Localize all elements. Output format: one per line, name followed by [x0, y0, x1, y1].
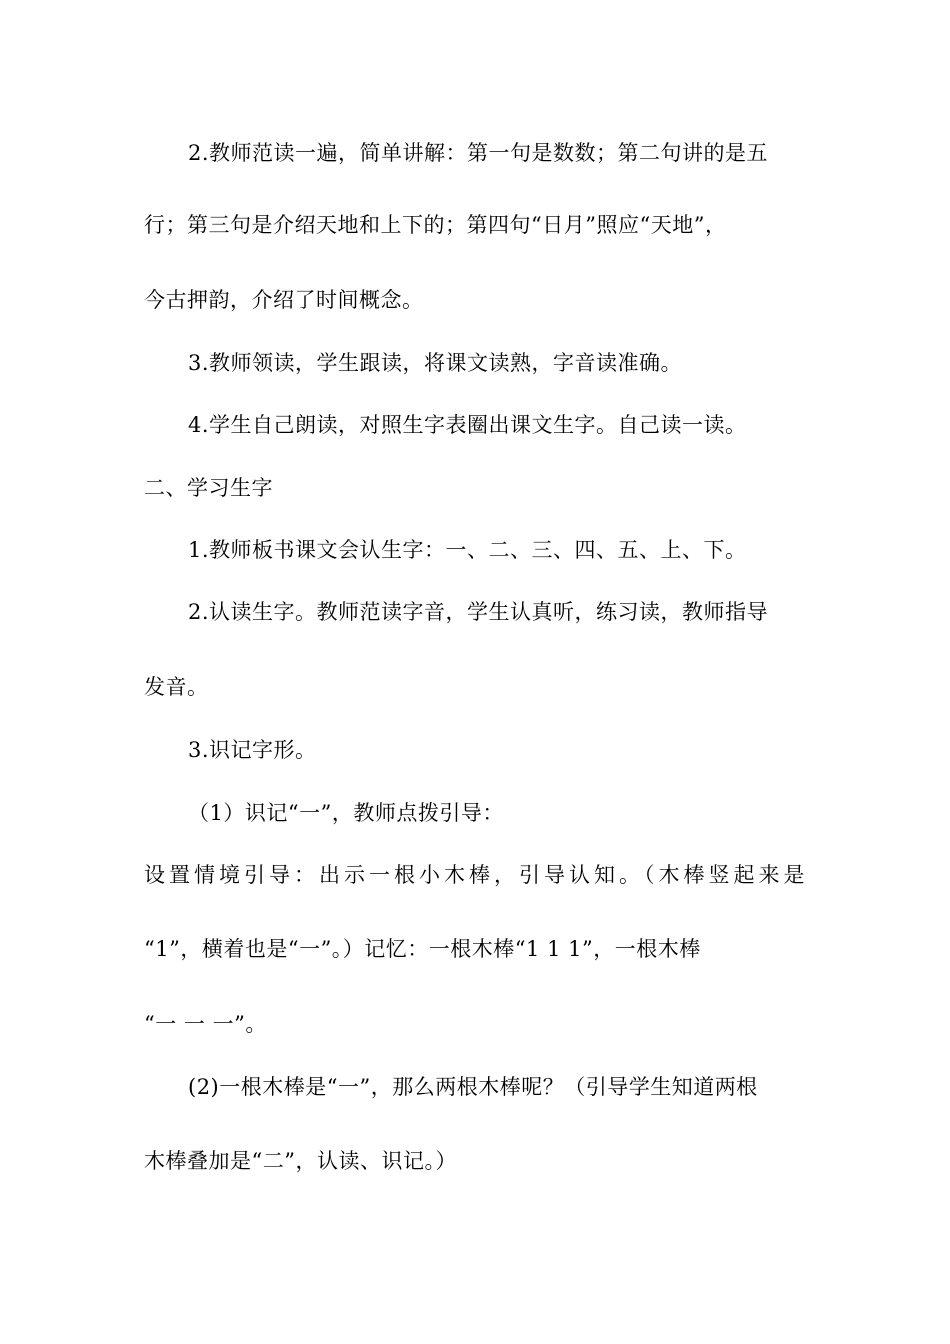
- paragraph-line: 发音。: [144, 675, 209, 699]
- paragraph-line: “1”，横着也是“一”。）记忆：一根木棒“1 1 1”，一根木棒: [144, 937, 701, 961]
- paragraph-line: 木棒叠加是“二”，认读、识记。）: [144, 1149, 457, 1173]
- paragraph-line: (2)一根木棒是“一”，那么两根木棒呢？（引导学生知道两根: [188, 1075, 758, 1099]
- paragraph-line: 2.教师范读一遍，简单讲解：第一句是数数；第二句讲的是五: [188, 141, 769, 165]
- paragraph-line: 1.教师板书课文会认生字：一、二、三、四、五、上、下。: [188, 538, 747, 562]
- paragraph-line: 2.认读生字。教师范读字音，学生认真听，练习读，教师指导: [188, 600, 769, 624]
- paragraph-line: 设置情境引导：出示一根小木棒，引导认知。（木棒竖起来是: [144, 863, 809, 887]
- paragraph-line: 行；第三句是介绍天地和上下的；第四句“日月”照应“天地”，: [144, 213, 727, 237]
- paragraph-line: “一 一 一”。: [144, 1012, 267, 1036]
- paragraph-line: 4.学生自己朗读，对照生字表圈出课文生字。自己读一读。: [188, 413, 747, 437]
- section-heading: 二、学习生字: [144, 476, 273, 500]
- paragraph-line: 今古押韵，介绍了时间概念。: [144, 288, 424, 312]
- paragraph-line: （1）识记“一”，教师点拨引导：: [188, 801, 504, 825]
- paragraph-line: 3.识记字形。: [188, 738, 317, 762]
- paragraph-line: 3.教师领读，学生跟读，将课文读熟，字音读准确。: [188, 351, 683, 375]
